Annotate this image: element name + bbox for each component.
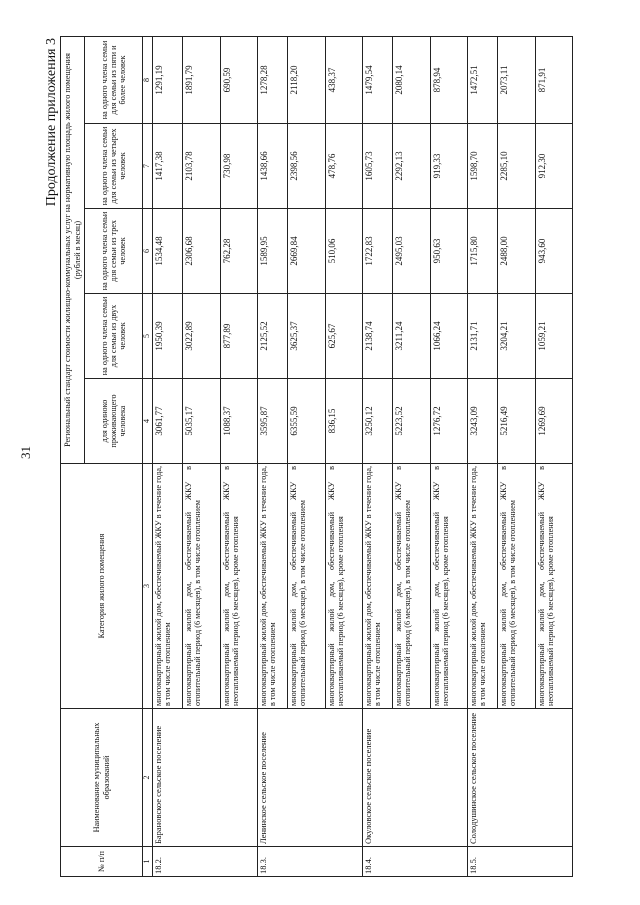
row-number: 18.4. bbox=[362, 847, 467, 877]
column-number: 5 bbox=[143, 294, 153, 379]
standards-table bbox=[60, 36, 573, 877]
header-col7: на одного члена семьи для семьи из четырех человек bbox=[85, 124, 143, 209]
standard-value: 3022,89 bbox=[182, 294, 220, 379]
standard-value: 2495,03 bbox=[392, 209, 430, 294]
header-municipality: Наименование муниципальных образований bbox=[61, 709, 143, 847]
housing-category: многоквартирный жилой дом, обеспечиваемый ЖКУ в неотапливаемый период (6 месяцев), кроме отопления bbox=[220, 464, 257, 709]
column-number: 4 bbox=[143, 379, 153, 464]
standard-value: 2103,78 bbox=[182, 124, 220, 209]
standard-value: 919,33 bbox=[430, 124, 467, 209]
housing-category: многоквартирный жилой дом, обеспечиваемый ЖКУ в неотапливаемый период (6 месяцев), кроме отопления bbox=[325, 464, 362, 709]
page-number: 31 bbox=[18, 446, 33, 459]
municipality-name: Солодушинское сельское поселение bbox=[467, 709, 572, 847]
standard-value: 2398,56 bbox=[287, 124, 325, 209]
standard-value: 3243,09 bbox=[467, 379, 497, 464]
municipality-name: Окуловское сельское поселение bbox=[362, 709, 467, 847]
standard-value: 1534,48 bbox=[152, 209, 182, 294]
standard-value: 3625,37 bbox=[287, 294, 325, 379]
column-number: 3 bbox=[143, 464, 153, 709]
standard-value: 6355,59 bbox=[287, 379, 325, 464]
municipality-name: Барановское сельское поселение bbox=[152, 709, 257, 847]
standard-value: 836,15 bbox=[325, 379, 362, 464]
standard-value: 478,76 bbox=[325, 124, 362, 209]
standard-value: 1598,70 bbox=[467, 124, 497, 209]
housing-category: многоквартирный жилой дом, обеспечиваемый ЖКУ в неотапливаемый период (6 месяцев), кроме отопления bbox=[430, 464, 467, 709]
standard-value: 1417,38 bbox=[152, 124, 182, 209]
header-regional-standard: Региональный стандарт стоимости жилищно-коммунальных услуг на нормативную площадь жилого помещения (рублей в месяц) bbox=[61, 36, 85, 463]
table-row bbox=[362, 36, 392, 876]
municipality-name: Ленинское сельское поселение bbox=[257, 709, 362, 847]
table-row bbox=[257, 36, 287, 876]
standard-value: 878,94 bbox=[430, 36, 467, 123]
column-number: 8 bbox=[143, 36, 153, 123]
housing-category: многоквартирный жилой дом, обеспечиваемый ЖКУ в отопительный период (6 месяцев), в том числе отоплением bbox=[182, 464, 220, 709]
standard-value: 730,98 bbox=[220, 124, 257, 209]
column-number: 1 bbox=[143, 847, 153, 877]
header-col5: на одного члена семьи для семьи из двух человек bbox=[85, 294, 143, 379]
housing-category: многоквартирный жилой дом, обеспечиваемый ЖКУ в течение года, в том числе отоплением bbox=[362, 464, 392, 709]
column-number: 2 bbox=[143, 709, 153, 847]
standard-value: 1291,19 bbox=[152, 36, 182, 123]
standard-value: 5035,17 bbox=[182, 379, 220, 464]
housing-category: многоквартирный жилой дом, обеспечиваемый ЖКУ в отопительный период (6 месяцев), в том числе отоплением bbox=[392, 464, 430, 709]
standard-value: 2131,71 bbox=[467, 294, 497, 379]
standard-value: 871,91 bbox=[535, 36, 572, 123]
standard-value: 1950,39 bbox=[152, 294, 182, 379]
column-number-row bbox=[143, 36, 153, 876]
standard-value: 2285,10 bbox=[497, 124, 535, 209]
standard-value: 1088,37 bbox=[220, 379, 257, 464]
standard-value: 2073,11 bbox=[497, 36, 535, 123]
header-category: Категория жилого помещения bbox=[61, 464, 143, 709]
standard-value: 2292,13 bbox=[392, 124, 430, 209]
standard-value: 1715,80 bbox=[467, 209, 497, 294]
row-number: 18.2. bbox=[152, 847, 257, 877]
standard-value: 2488,00 bbox=[497, 209, 535, 294]
header-col6: на одного члена семьи для семьи из трех человек bbox=[85, 209, 143, 294]
housing-category: многоквартирный жилой дом, обеспечиваемый ЖКУ в течение года, в том числе отоплением bbox=[152, 464, 182, 709]
standard-value: 1891,79 bbox=[182, 36, 220, 123]
standard-value: 950,63 bbox=[430, 209, 467, 294]
table-body bbox=[152, 36, 572, 876]
standard-value: 3595,87 bbox=[257, 379, 287, 464]
standard-value: 2138,74 bbox=[362, 294, 392, 379]
standard-value: 690,59 bbox=[220, 36, 257, 123]
standard-value: 1479,54 bbox=[362, 36, 392, 123]
standard-value: 2306,68 bbox=[182, 209, 220, 294]
row-number: 18.5. bbox=[467, 847, 572, 877]
standard-value: 2669,84 bbox=[287, 209, 325, 294]
row-number: 18.3. bbox=[257, 847, 362, 877]
standard-value: 1589,95 bbox=[257, 209, 287, 294]
standard-value: 5223,52 bbox=[392, 379, 430, 464]
standard-value: 3061,77 bbox=[152, 379, 182, 464]
standard-value: 5216,49 bbox=[497, 379, 535, 464]
standard-value: 1438,66 bbox=[257, 124, 287, 209]
table-row bbox=[467, 36, 497, 876]
housing-category: многоквартирный жилой дом, обеспечиваемый ЖКУ в неотапливаемый период (6 месяцев), кроме отопления bbox=[535, 464, 572, 709]
housing-category: многоквартирный жилой дом, обеспечиваемый ЖКУ в отопительный период (6 месяцев), в том числе отоплением bbox=[497, 464, 535, 709]
standard-value: 1066,24 bbox=[430, 294, 467, 379]
standard-value: 1605,73 bbox=[362, 124, 392, 209]
table-row bbox=[152, 36, 182, 876]
standard-value: 943,60 bbox=[535, 209, 572, 294]
standard-value: 1278,28 bbox=[257, 36, 287, 123]
header-num: № п/п bbox=[61, 847, 143, 877]
header-col8: на одного члена семьи для семьи из пяти и более человек bbox=[85, 36, 143, 123]
standard-value: 3204,21 bbox=[497, 294, 535, 379]
standard-value: 2125,52 bbox=[257, 294, 287, 379]
standard-value: 625,67 bbox=[325, 294, 362, 379]
standard-value: 1059,21 bbox=[535, 294, 572, 379]
standard-value: 912,30 bbox=[535, 124, 572, 209]
standard-value: 1276,72 bbox=[430, 379, 467, 464]
standard-value: 2080,14 bbox=[392, 36, 430, 123]
housing-category: многоквартирный жилой дом, обеспечиваемый ЖКУ в течение года, в том числе отоплением bbox=[257, 464, 287, 709]
standard-value: 3250,12 bbox=[362, 379, 392, 464]
housing-category: многоквартирный жилой дом, обеспечиваемый ЖКУ в течение года, в том числе отоплением bbox=[467, 464, 497, 709]
column-number: 6 bbox=[143, 209, 153, 294]
standard-value: 877,89 bbox=[220, 294, 257, 379]
header-col4: для одиноко проживающего человека bbox=[85, 379, 143, 464]
continuation-title: Продолжение приложения 3 bbox=[44, 38, 59, 207]
standard-value: 1472,51 bbox=[467, 36, 497, 123]
standard-value: 1722,83 bbox=[362, 209, 392, 294]
standard-value: 3211,24 bbox=[392, 294, 430, 379]
housing-category: многоквартирный жилой дом, обеспечиваемый ЖКУ в отопительный период (6 месяцев), в том числе отоплением bbox=[287, 464, 325, 709]
standard-value: 438,37 bbox=[325, 36, 362, 123]
column-number: 7 bbox=[143, 124, 153, 209]
standard-value: 2118,20 bbox=[287, 36, 325, 123]
standard-value: 762,28 bbox=[220, 209, 257, 294]
standard-value: 1269,69 bbox=[535, 379, 572, 464]
standard-value: 510,06 bbox=[325, 209, 362, 294]
